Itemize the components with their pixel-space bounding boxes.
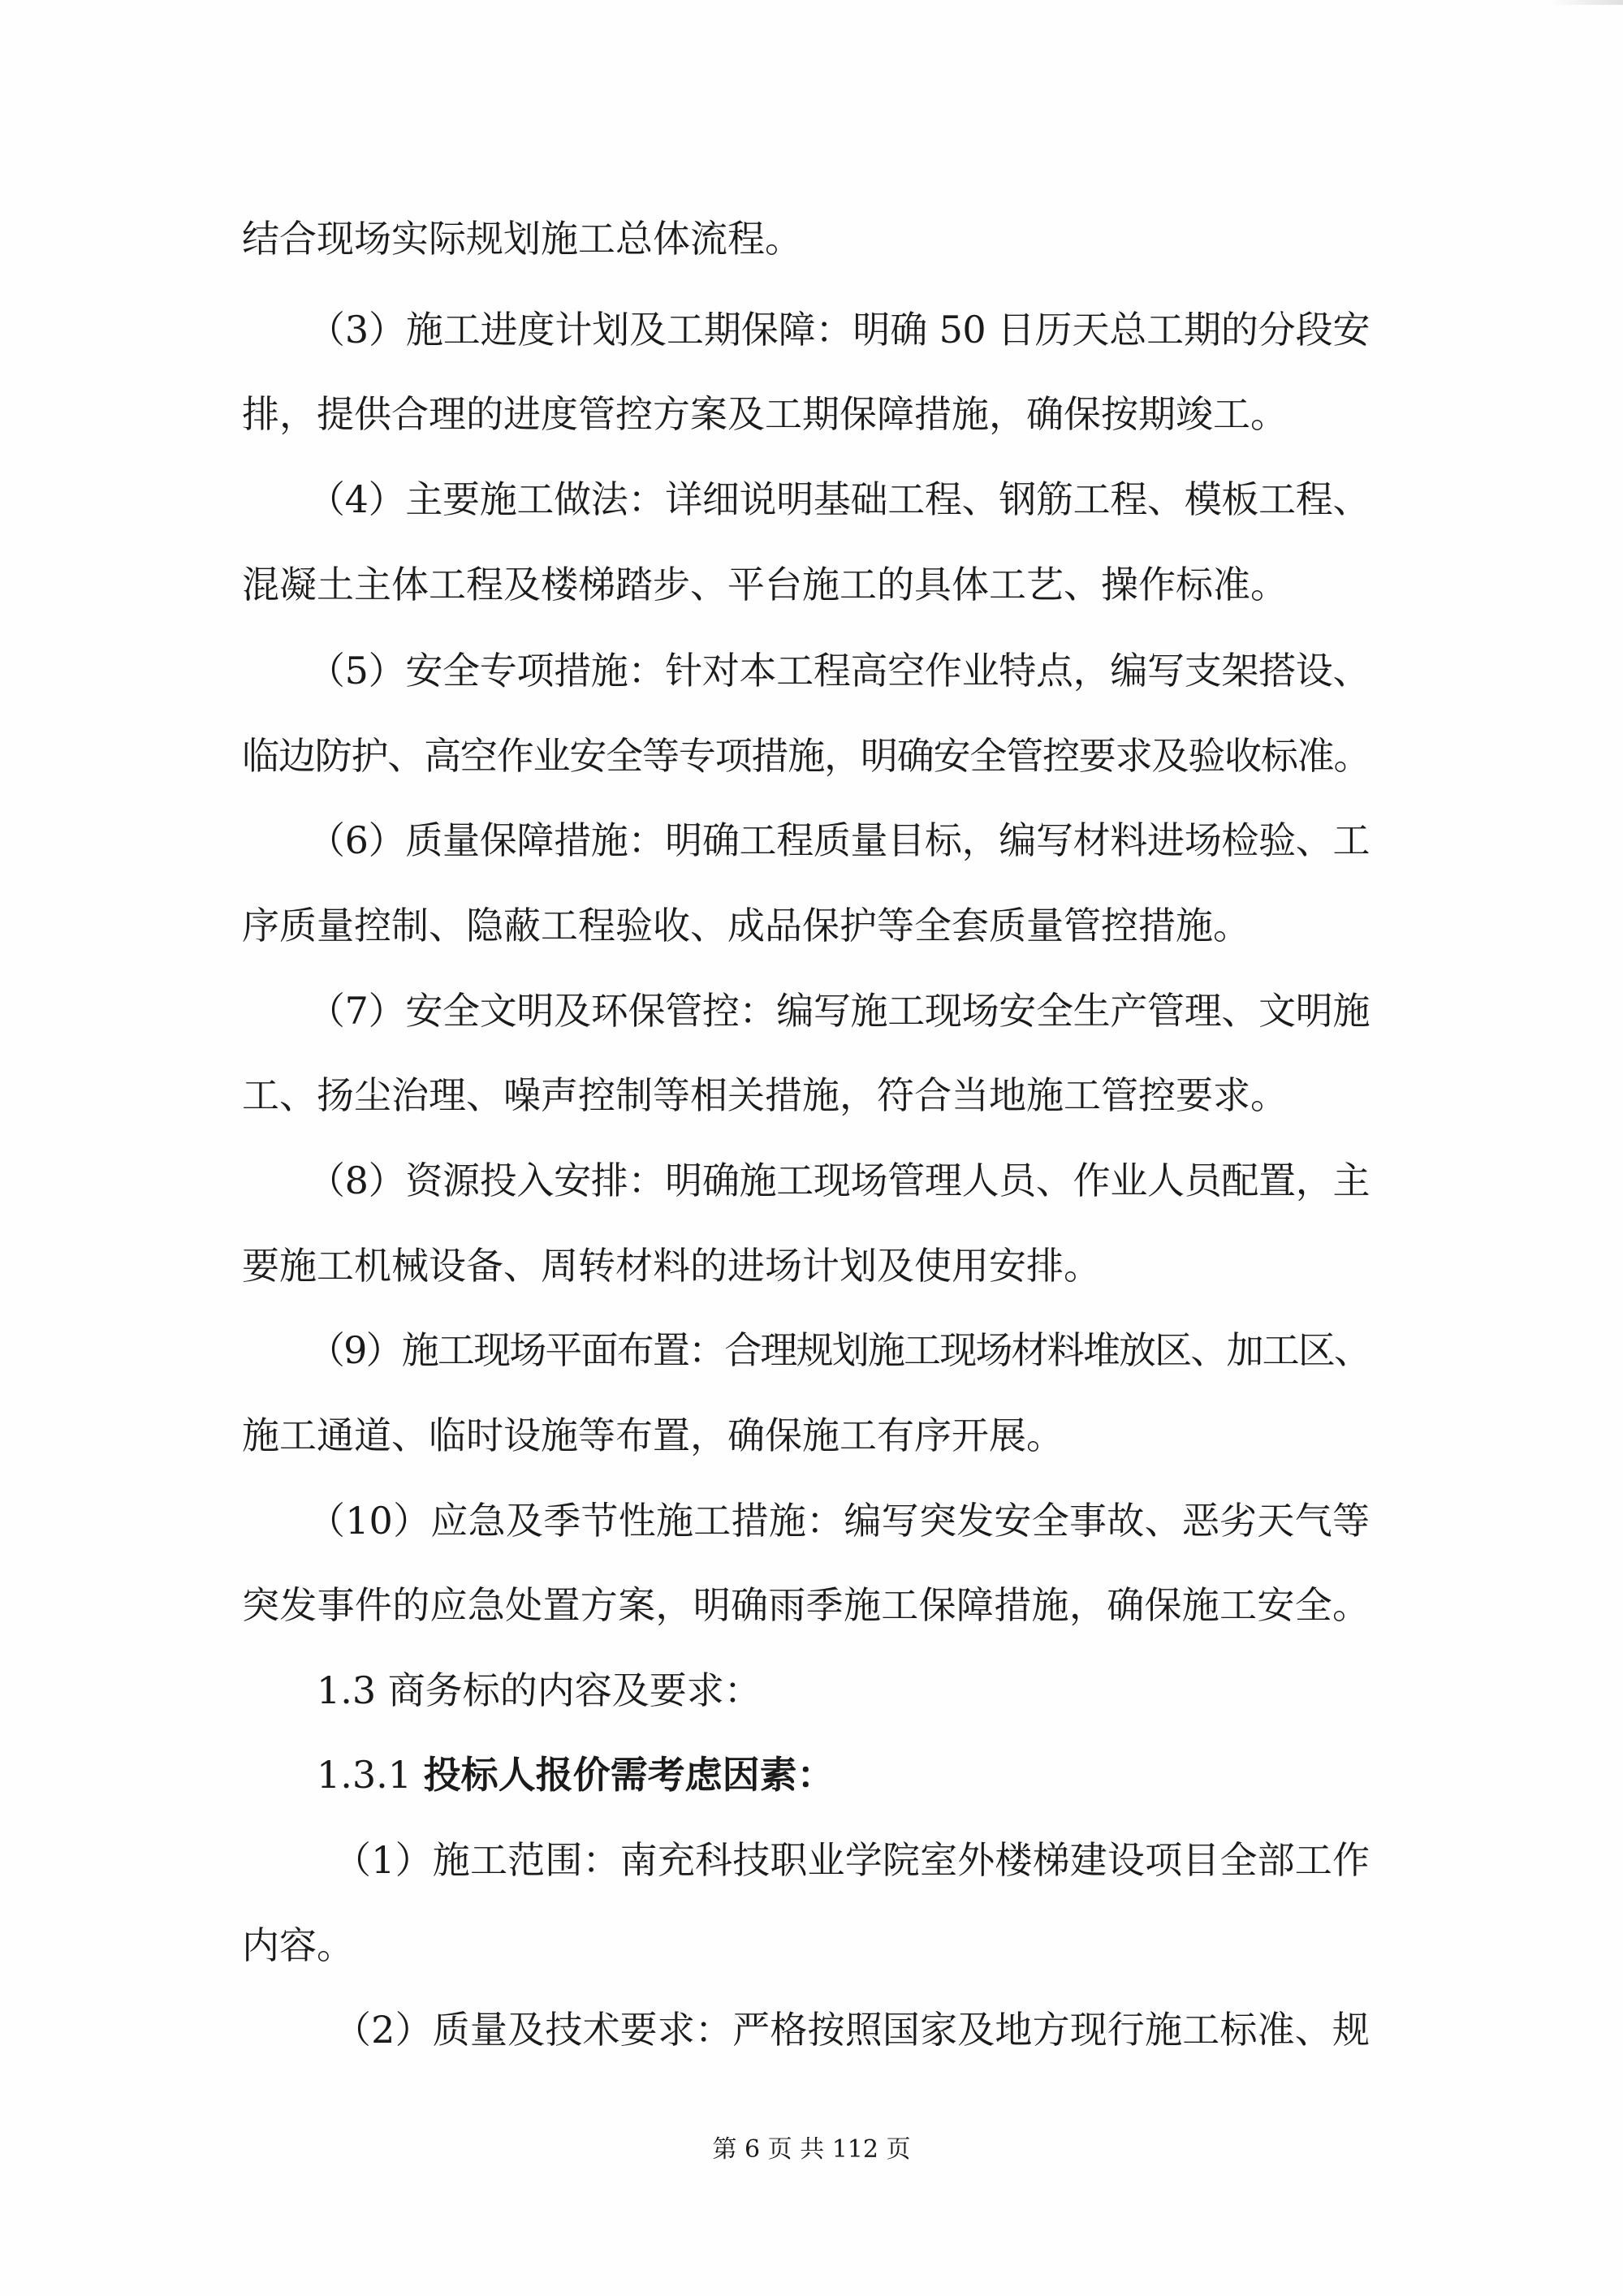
body-line: 内容。 — [242, 1923, 354, 1967]
body-line: 结合现场实际规划施工总体流程。 — [242, 217, 802, 261]
body-line: 混凝土主体工程及楼梯踏步、平台施工的具体工艺、操作标准。 — [242, 563, 1288, 606]
body-line: 序质量控制、隐蔽工程验收、成品保护等全套质量管控措施。 — [242, 904, 1250, 947]
heading-title: 投标人报价需考虑因素： — [423, 1753, 835, 1797]
body-line: 临边防护、高空作业安全等专项措施，明确安全管控要求及验收标准。 — [242, 734, 1370, 778]
page-number-footer: 第 6 页 共 112 页 — [712, 2135, 911, 2164]
item-6-line: （6）质量保障措施：明确工程质量目标，编写材料进场检验、工 — [308, 818, 1370, 862]
body-line: 突发事件的应急处置方案，明确雨季施工保障措施，确保施工安全。 — [242, 1583, 1370, 1627]
item-8-line: （8）资源投入安排：明确施工现场管理人员、作业人员配置，主 — [308, 1159, 1370, 1202]
heading-number: 1.3.1 — [317, 1753, 424, 1797]
item-10-line: （10）应急及季节性施工措施：编写突发安全事故、恶劣天气等 — [308, 1499, 1370, 1543]
body-line: 工、扬尘治理、噪声控制等相关措施，符合当地施工管控要求。 — [242, 1073, 1288, 1117]
item-1-line: （1）施工范围：南充科技职业学院室外楼梯建设项目全部工作 — [334, 1838, 1370, 1882]
item-3-line: （3）施工进度计划及工期保障：明确 50 日历天总工期的分段安 — [308, 308, 1370, 352]
section-heading-1-3: 1.3 商务标的内容及要求： — [317, 1668, 762, 1712]
item-5-line: （5）安全专项措施：针对本工程高空作业特点，编写支架搭设、 — [308, 649, 1370, 693]
section-heading-1-3-1 — [317, 1750, 835, 1799]
item-9-line: （9）施工现场平面布置：合理规划施工现场材料堆放区、加工区、 — [308, 1328, 1370, 1372]
item-7-line: （7）安全文明及环保管控：编写施工现场安全生产管理、文明施 — [308, 989, 1370, 1033]
body-line: 要施工机械设备、周转材料的进场计划及使用安排。 — [242, 1244, 1101, 1288]
body-line: 施工通道、临时设施等布置，确保施工有序开展。 — [242, 1413, 1064, 1457]
scan-edge-mark — [1550, 0, 1623, 5]
body-line: 排，提供合理的进度管控方案及工期保障措施，确保按期竣工。 — [242, 392, 1288, 436]
item-4-line: （4）主要施工做法：详细说明基础工程、钢筋工程、模板工程、 — [308, 477, 1370, 521]
item-2-line: （2）质量及技术要求：严格按照国家及地方现行施工标准、规 — [334, 2008, 1370, 2052]
